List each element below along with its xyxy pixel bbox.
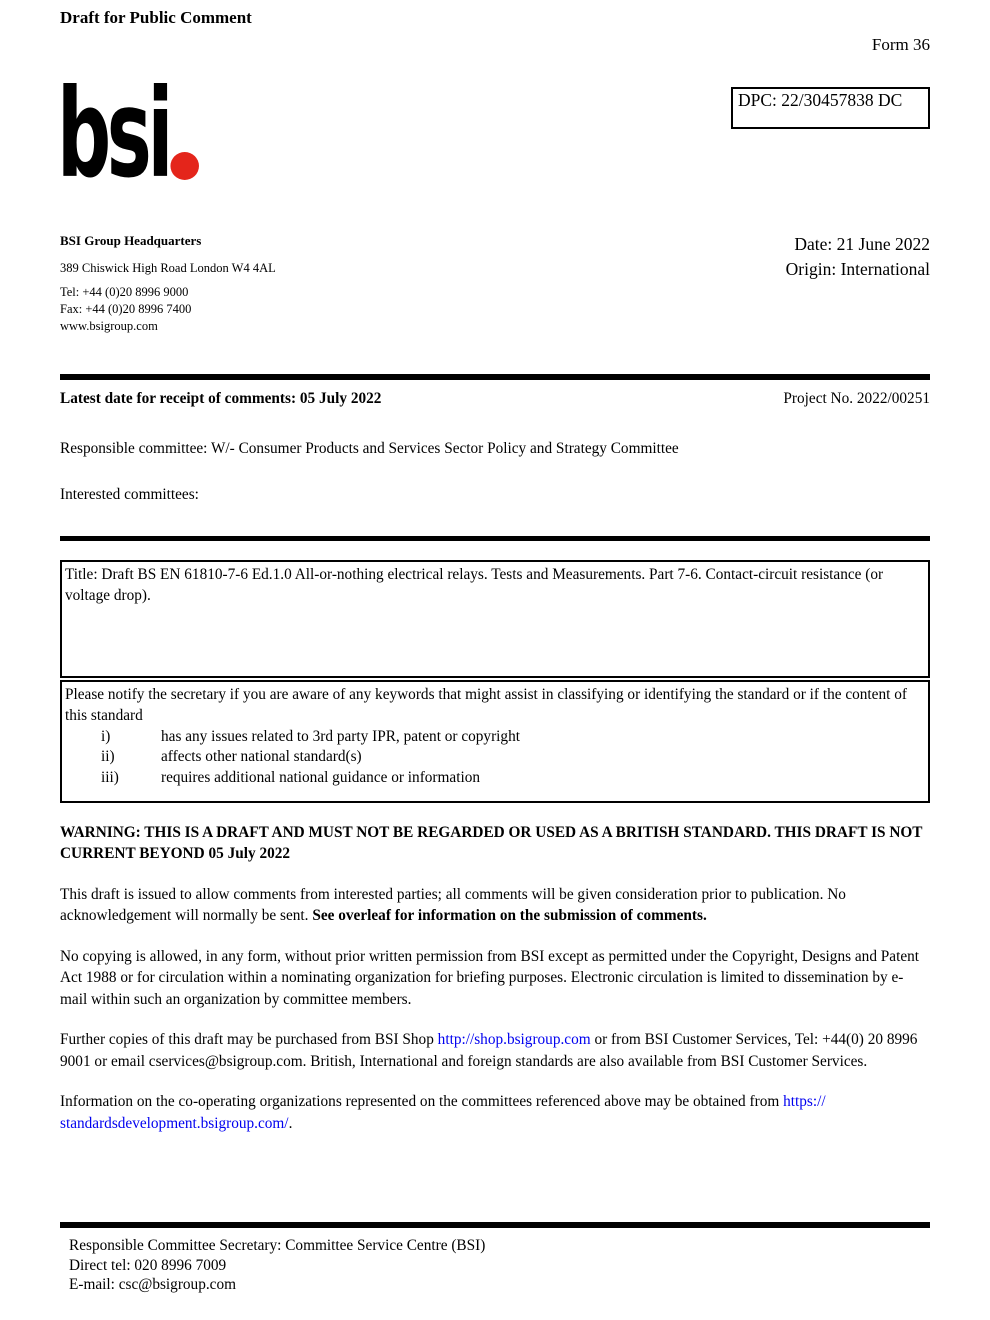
draft-issued-text: This draft is issued to allow comments from interested parties; all comments will be given consideration prior to publication. No acknowledgement will normally be sent. [60,885,846,924]
bsi-shop-link[interactable]: http://shop.bsigroup.com [437,1031,591,1048]
no-copying-paragraph: No copying is allowed, in any form, without prior written permission from BSI except as permitted under the Copyright, Designs and Patent Act 1988 or for circulation within a nominating organization for briefing purposes. Electronic circulation is limited to dissemination by e-mail within such an organization by committee members. [60,947,920,1008]
address-heading: BSI Group Headquarters [60,233,202,248]
comments-deadline-row [60,388,930,410]
date-origin-block [60,232,930,282]
keywords-item-text: has any issues related to 3rd party IPR, patent or copyright [161,727,520,745]
see-overleaf-text: See overleaf for information on the submission of comments. [312,907,707,924]
keywords-item-marker: ii) [101,748,115,765]
keywords-item-text: affects other national standard(s) [161,748,362,765]
address-tel: Tel: +44 (0)20 8996 9000 [60,285,189,299]
cooperating-orgs-paragraph [60,1091,930,1134]
header-divider-rule [60,374,930,380]
bsi-logo-text: bsi [57,63,170,205]
draft-issued-paragraph [60,884,930,927]
responsible-committee-line: Responsible committee: W/- Consumer Products and Services Sector Policy and Strategy Committee [60,439,679,457]
keywords-item-text: requires additional national guidance or information [161,768,481,786]
footer-secretary-line: Responsible Committee Secretary: Committee Service Centre (BSI) [69,1237,486,1254]
section-divider-rule [60,536,930,541]
further-copies-pre-text: Further copies of this draft may be purchased from BSI Shop [60,1031,438,1048]
footer-block [60,1222,930,1295]
further-copies-paragraph [60,1029,930,1072]
draft-for-public-comment-label: Draft for Public Comment [60,8,252,27]
keywords-item [65,747,923,768]
dpc-number: DPC: 22/30457838 DC [738,90,903,110]
interested-committees-line: Interested committees: [60,486,199,503]
keywords-item-marker: i) [101,727,111,745]
bsi-logo-dot-icon [170,152,199,180]
further-copies-post-text: or from BSI Customer Services, Tel: +44(0) 20 8996 9001 or email cservices@bsigroup.com. British, International and foreign standards are also available from BSI Customer Services. [60,1031,918,1070]
keywords-item-marker: iii) [101,768,119,786]
form-number: Form 36 [871,35,930,54]
origin-line: Origin: International [785,259,930,279]
title-box [60,560,930,678]
keywords-item [65,768,923,789]
keywords-intro: Please notify the secretary if you are aware of any keywords that might assist in classifying or identifying the standard or if the content of this standard [65,685,907,724]
dpc-number-box [731,87,930,129]
footer-email-line: E-mail: csc@bsigroup.com [69,1276,237,1293]
standards-development-link-scheme: https:// [783,1093,826,1110]
latest-date-label: Latest date for receipt of comments: 05 July 2022 [60,390,382,407]
keywords-item [65,727,923,748]
bsi-logo [57,63,199,205]
keywords-box [60,680,930,803]
address-website: www.bsigroup.com [60,319,158,333]
cooperating-orgs-pre-text: Information on the co-operating organizations represented on the committees referenced above may be obtained from [60,1093,784,1110]
footer-direct-tel-line: Direct tel: 020 8996 7009 [69,1256,227,1274]
address-street: 389 Chiswick High Road London W4 4AL [60,261,276,275]
warning-paragraph: WARNING: THIS IS A DRAFT AND MUST NOT BE REGARDED OR USED AS A BRITISH STANDARD. THIS DRAFT IS NOT CURRENT BEYOND 05 July 2022 [60,823,923,862]
cooperating-orgs-post-text: . [288,1114,293,1132]
standards-development-link-host: standardsdevelopment.bsigroup.com/ [60,1114,289,1132]
project-number: Project No. 2022/00251 [783,390,930,407]
date-line: Date: 21 June 2022 [794,234,930,254]
address-fax: Fax: +44 (0)20 8996 7400 [60,302,192,316]
standard-title: Title: Draft BS EN 61810-7-6 Ed.1.0 All-or-nothing electrical relays. Tests and Measurements. Part 7-6. Contact-circuit resistance (or voltage drop). [65,565,884,604]
